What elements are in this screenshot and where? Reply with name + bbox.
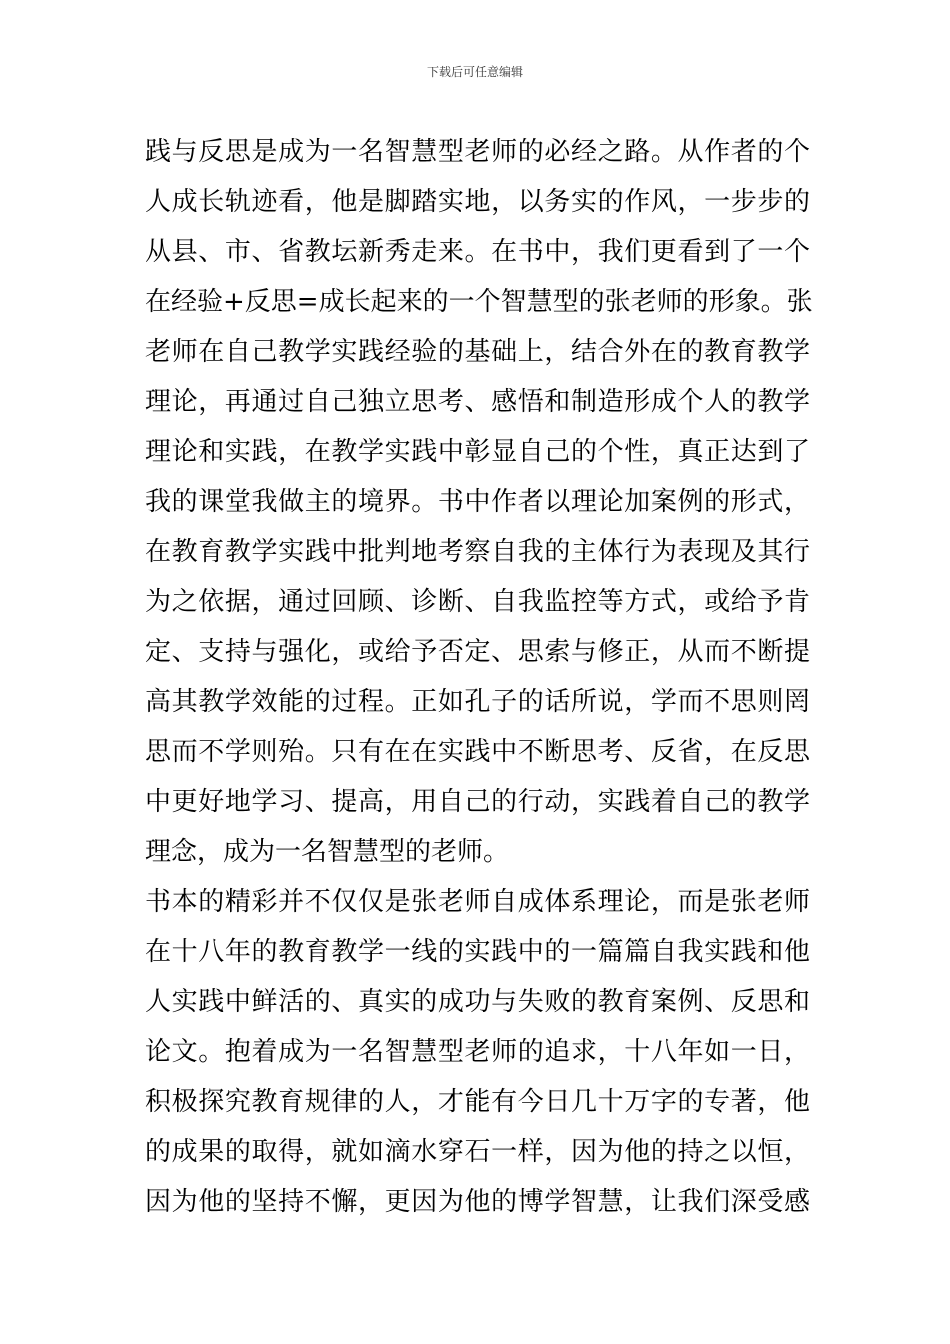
text-line: 书本的精彩并不仅仅是张老师自成体系理论，而是张老师 bbox=[145, 887, 810, 917]
text-line: 积极探究教育规律的人，才能有今日几十万字的专著，他 bbox=[145, 1087, 810, 1117]
text-line: 为之依据，通过回顾、诊断、自我监控等方式，或给予肯 bbox=[145, 587, 810, 617]
text-line: 论文。抱着成为一名智慧型老师的追求，十八年如一日， bbox=[145, 1037, 810, 1067]
text-line: 中更好地学习、提高，用自己的行动，实践着自己的教学 bbox=[145, 787, 810, 817]
text-line: 在十八年的教育教学一线的实践中的一篇篇自我实践和他 bbox=[145, 937, 810, 967]
document-body bbox=[145, 127, 813, 1227]
text-line: 定、支持与强化，或给予否定、思索与修正，从而不断提 bbox=[145, 637, 810, 667]
text-line: 在经验+反思=成长起来的一个智慧型的张老师的形象。张 bbox=[145, 287, 813, 317]
text-line: 理论和实践，在教学实践中彰显自己的个性，真正达到了 bbox=[145, 437, 810, 467]
text-line: 理念，成为一名智慧型的老师。 bbox=[145, 837, 510, 867]
text-line: 践与反思是成为一名智慧型老师的必经之路。从作者的个 bbox=[145, 137, 810, 167]
text-line: 思而不学则殆。只有在在实践中不断思考、反省，在反思 bbox=[145, 737, 810, 767]
paragraph bbox=[145, 127, 813, 877]
paragraph bbox=[145, 877, 810, 1227]
text-line: 的成果的取得，就如滴水穿石一样，因为他的持之以恒， bbox=[145, 1137, 810, 1167]
text-line: 因为他的坚持不懈，更因为他的博学智慧，让我们深受感 bbox=[145, 1187, 810, 1217]
text-line: 老师在自己教学实践经验的基础上，结合外在的教育教学 bbox=[145, 337, 810, 367]
text-line: 在教育教学实践中批判地考察自我的主体行为表现及其行 bbox=[145, 537, 810, 567]
text-line: 高其教学效能的过程。正如孔子的话所说，学而不思则罔 bbox=[145, 687, 810, 717]
text-line: 从县、市、省教坛新秀走来。在书中，我们更看到了一个 bbox=[145, 237, 810, 267]
text-line: 人成长轨迹看，他是脚踏实地，以务实的作风，一步步的 bbox=[145, 187, 810, 217]
text-line: 人实践中鲜活的、真实的成功与失败的教育案例、反思和 bbox=[145, 987, 810, 1017]
text-line: 我的课堂我做主的境界。书中作者以理论加案例的形式， bbox=[145, 487, 810, 517]
text-line: 理论，再通过自己独立思考、感悟和制造形成个人的教学 bbox=[145, 387, 810, 417]
page-header: 下载后可任意编辑 bbox=[426, 65, 523, 79]
